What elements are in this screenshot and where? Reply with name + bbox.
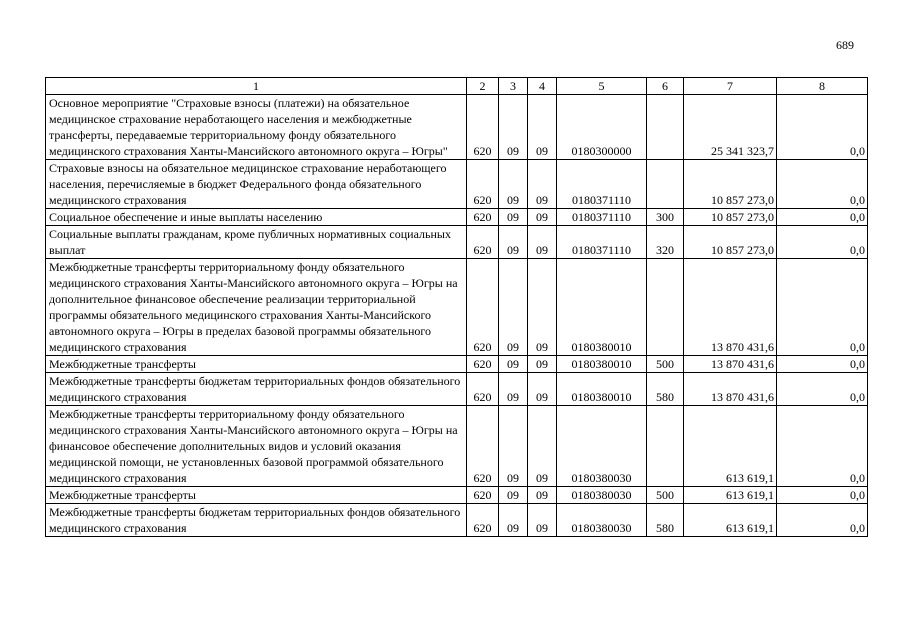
- cell-code-2: 620: [467, 487, 499, 504]
- cell-code-3: 09: [499, 487, 528, 504]
- cell-code-5: 0180380010: [557, 356, 647, 373]
- row-name: Межбюджетные трансферты: [46, 356, 467, 373]
- table-row: [46, 259, 868, 356]
- column-header: 1: [46, 78, 467, 95]
- cell-amount-8: 0,0: [777, 209, 868, 226]
- cell-code-3: 09: [499, 504, 528, 537]
- row-name: Социальные выплаты гражданам, кроме публичных нормативных социальных выплат: [46, 226, 467, 259]
- row-name: Межбюджетные трансферты бюджетам территориальных фондов обязательного медицинского страхования: [46, 504, 467, 537]
- cell-code-3: 09: [499, 226, 528, 259]
- cell-code-4: 09: [528, 373, 557, 406]
- cell-amount-8: 0,0: [777, 226, 868, 259]
- row-name: Страховые взносы на обязательное медицинское страхование неработающего населения, перечисляемые в бюджет Федерального фонда обязательного медицинского страхования: [46, 160, 467, 209]
- cell-code-5: 0180380030: [557, 504, 647, 537]
- table-row: [46, 160, 868, 209]
- cell-code-4: 09: [528, 209, 557, 226]
- column-header: 7: [684, 78, 777, 95]
- cell-code-6: [647, 259, 684, 356]
- row-name: Межбюджетные трансферты бюджетам территориальных фондов обязательного медицинского страхования: [46, 373, 467, 406]
- cell-code-6: 500: [647, 356, 684, 373]
- cell-code-2: 620: [467, 373, 499, 406]
- cell-code-3: 09: [499, 95, 528, 160]
- table-row: [46, 487, 868, 504]
- row-name: Межбюджетные трансферты территориальному фонду обязательного медицинского страхования Ханты-Мансийского автономного округа – Югры на дополнительное финансовое обеспечение реализации территориальной программы обязательного медицинского страхования Ханты-Мансийского автономного округа – Югры в пределах базовой программы обязательного медицинского страхования: [46, 259, 467, 356]
- table-row: [46, 209, 868, 226]
- column-header: 2: [467, 78, 499, 95]
- table-row: [46, 226, 868, 259]
- cell-code-6: 580: [647, 504, 684, 537]
- table-header-row: [46, 78, 868, 95]
- cell-amount-8: 0,0: [777, 95, 868, 160]
- cell-code-6: 500: [647, 487, 684, 504]
- cell-code-4: 09: [528, 226, 557, 259]
- cell-code-5: 0180371110: [557, 160, 647, 209]
- cell-code-5: 0180380030: [557, 406, 647, 487]
- cell-amount-7: 10 857 273,0: [684, 209, 777, 226]
- cell-code-4: 09: [528, 259, 557, 356]
- cell-code-3: 09: [499, 259, 528, 356]
- row-name: Межбюджетные трансферты территориальному фонду обязательного медицинского страхования Ханты-Мансийского автономного округа – Югры на финансовое обеспечение дополнительных видов и условий оказания медицинской помощи, не установленных базовой программой обязательного медицинского страхования: [46, 406, 467, 487]
- cell-code-4: 09: [528, 160, 557, 209]
- cell-code-2: 620: [467, 95, 499, 160]
- table-row: [46, 356, 868, 373]
- cell-amount-7: 13 870 431,6: [684, 356, 777, 373]
- cell-amount-7: 613 619,1: [684, 406, 777, 487]
- cell-amount-7: 13 870 431,6: [684, 373, 777, 406]
- cell-amount-7: 25 341 323,7: [684, 95, 777, 160]
- cell-code-5: 0180371110: [557, 226, 647, 259]
- cell-amount-7: 10 857 273,0: [684, 226, 777, 259]
- cell-code-3: 09: [499, 373, 528, 406]
- cell-code-4: 09: [528, 504, 557, 537]
- budget-table: [45, 77, 868, 537]
- cell-code-2: 620: [467, 160, 499, 209]
- cell-amount-8: 0,0: [777, 406, 868, 487]
- cell-code-3: 09: [499, 406, 528, 487]
- table-row: [46, 373, 868, 406]
- cell-amount-8: 0,0: [777, 356, 868, 373]
- cell-code-4: 09: [528, 95, 557, 160]
- cell-code-5: 0180300000: [557, 95, 647, 160]
- column-header: 4: [528, 78, 557, 95]
- table-row: [46, 406, 868, 487]
- table-row: [46, 504, 868, 537]
- cell-amount-7: 13 870 431,6: [684, 259, 777, 356]
- cell-code-2: 620: [467, 504, 499, 537]
- cell-code-2: 620: [467, 226, 499, 259]
- cell-code-2: 620: [467, 259, 499, 356]
- cell-code-5: 0180371110: [557, 209, 647, 226]
- cell-amount-7: 10 857 273,0: [684, 160, 777, 209]
- cell-amount-8: 0,0: [777, 487, 868, 504]
- cell-amount-7: 613 619,1: [684, 487, 777, 504]
- cell-code-2: 620: [467, 406, 499, 487]
- cell-code-5: 0180380010: [557, 373, 647, 406]
- cell-code-4: 09: [528, 406, 557, 487]
- cell-code-5: 0180380030: [557, 487, 647, 504]
- column-header: 8: [777, 78, 868, 95]
- cell-amount-8: 0,0: [777, 259, 868, 356]
- cell-amount-8: 0,0: [777, 504, 868, 537]
- cell-code-3: 09: [499, 160, 528, 209]
- cell-code-5: 0180380010: [557, 259, 647, 356]
- table-row: [46, 95, 868, 160]
- cell-amount-7: 613 619,1: [684, 504, 777, 537]
- page-number: 689: [836, 38, 854, 52]
- column-header: 6: [647, 78, 684, 95]
- cell-code-3: 09: [499, 356, 528, 373]
- row-name: Основное мероприятие "Страховые взносы (платежи) на обязательное медицинское страхование неработающего населения и межбюджетные трансферты, передаваемые территориальному фонду обязательного медицинского страхования Ханты-Мансийского автономного округа – Югры": [46, 95, 467, 160]
- row-name: Межбюджетные трансферты: [46, 487, 467, 504]
- cell-code-6: [647, 95, 684, 160]
- cell-code-2: 620: [467, 209, 499, 226]
- column-header: 5: [557, 78, 647, 95]
- cell-code-6: 300: [647, 209, 684, 226]
- cell-code-6: 320: [647, 226, 684, 259]
- cell-code-6: [647, 160, 684, 209]
- cell-code-6: 580: [647, 373, 684, 406]
- cell-code-6: [647, 406, 684, 487]
- cell-amount-8: 0,0: [777, 373, 868, 406]
- cell-code-4: 09: [528, 356, 557, 373]
- cell-code-2: 620: [467, 356, 499, 373]
- column-header: 3: [499, 78, 528, 95]
- cell-amount-8: 0,0: [777, 160, 868, 209]
- cell-code-4: 09: [528, 487, 557, 504]
- row-name: Социальное обеспечение и иные выплаты населению: [46, 209, 467, 226]
- cell-code-3: 09: [499, 209, 528, 226]
